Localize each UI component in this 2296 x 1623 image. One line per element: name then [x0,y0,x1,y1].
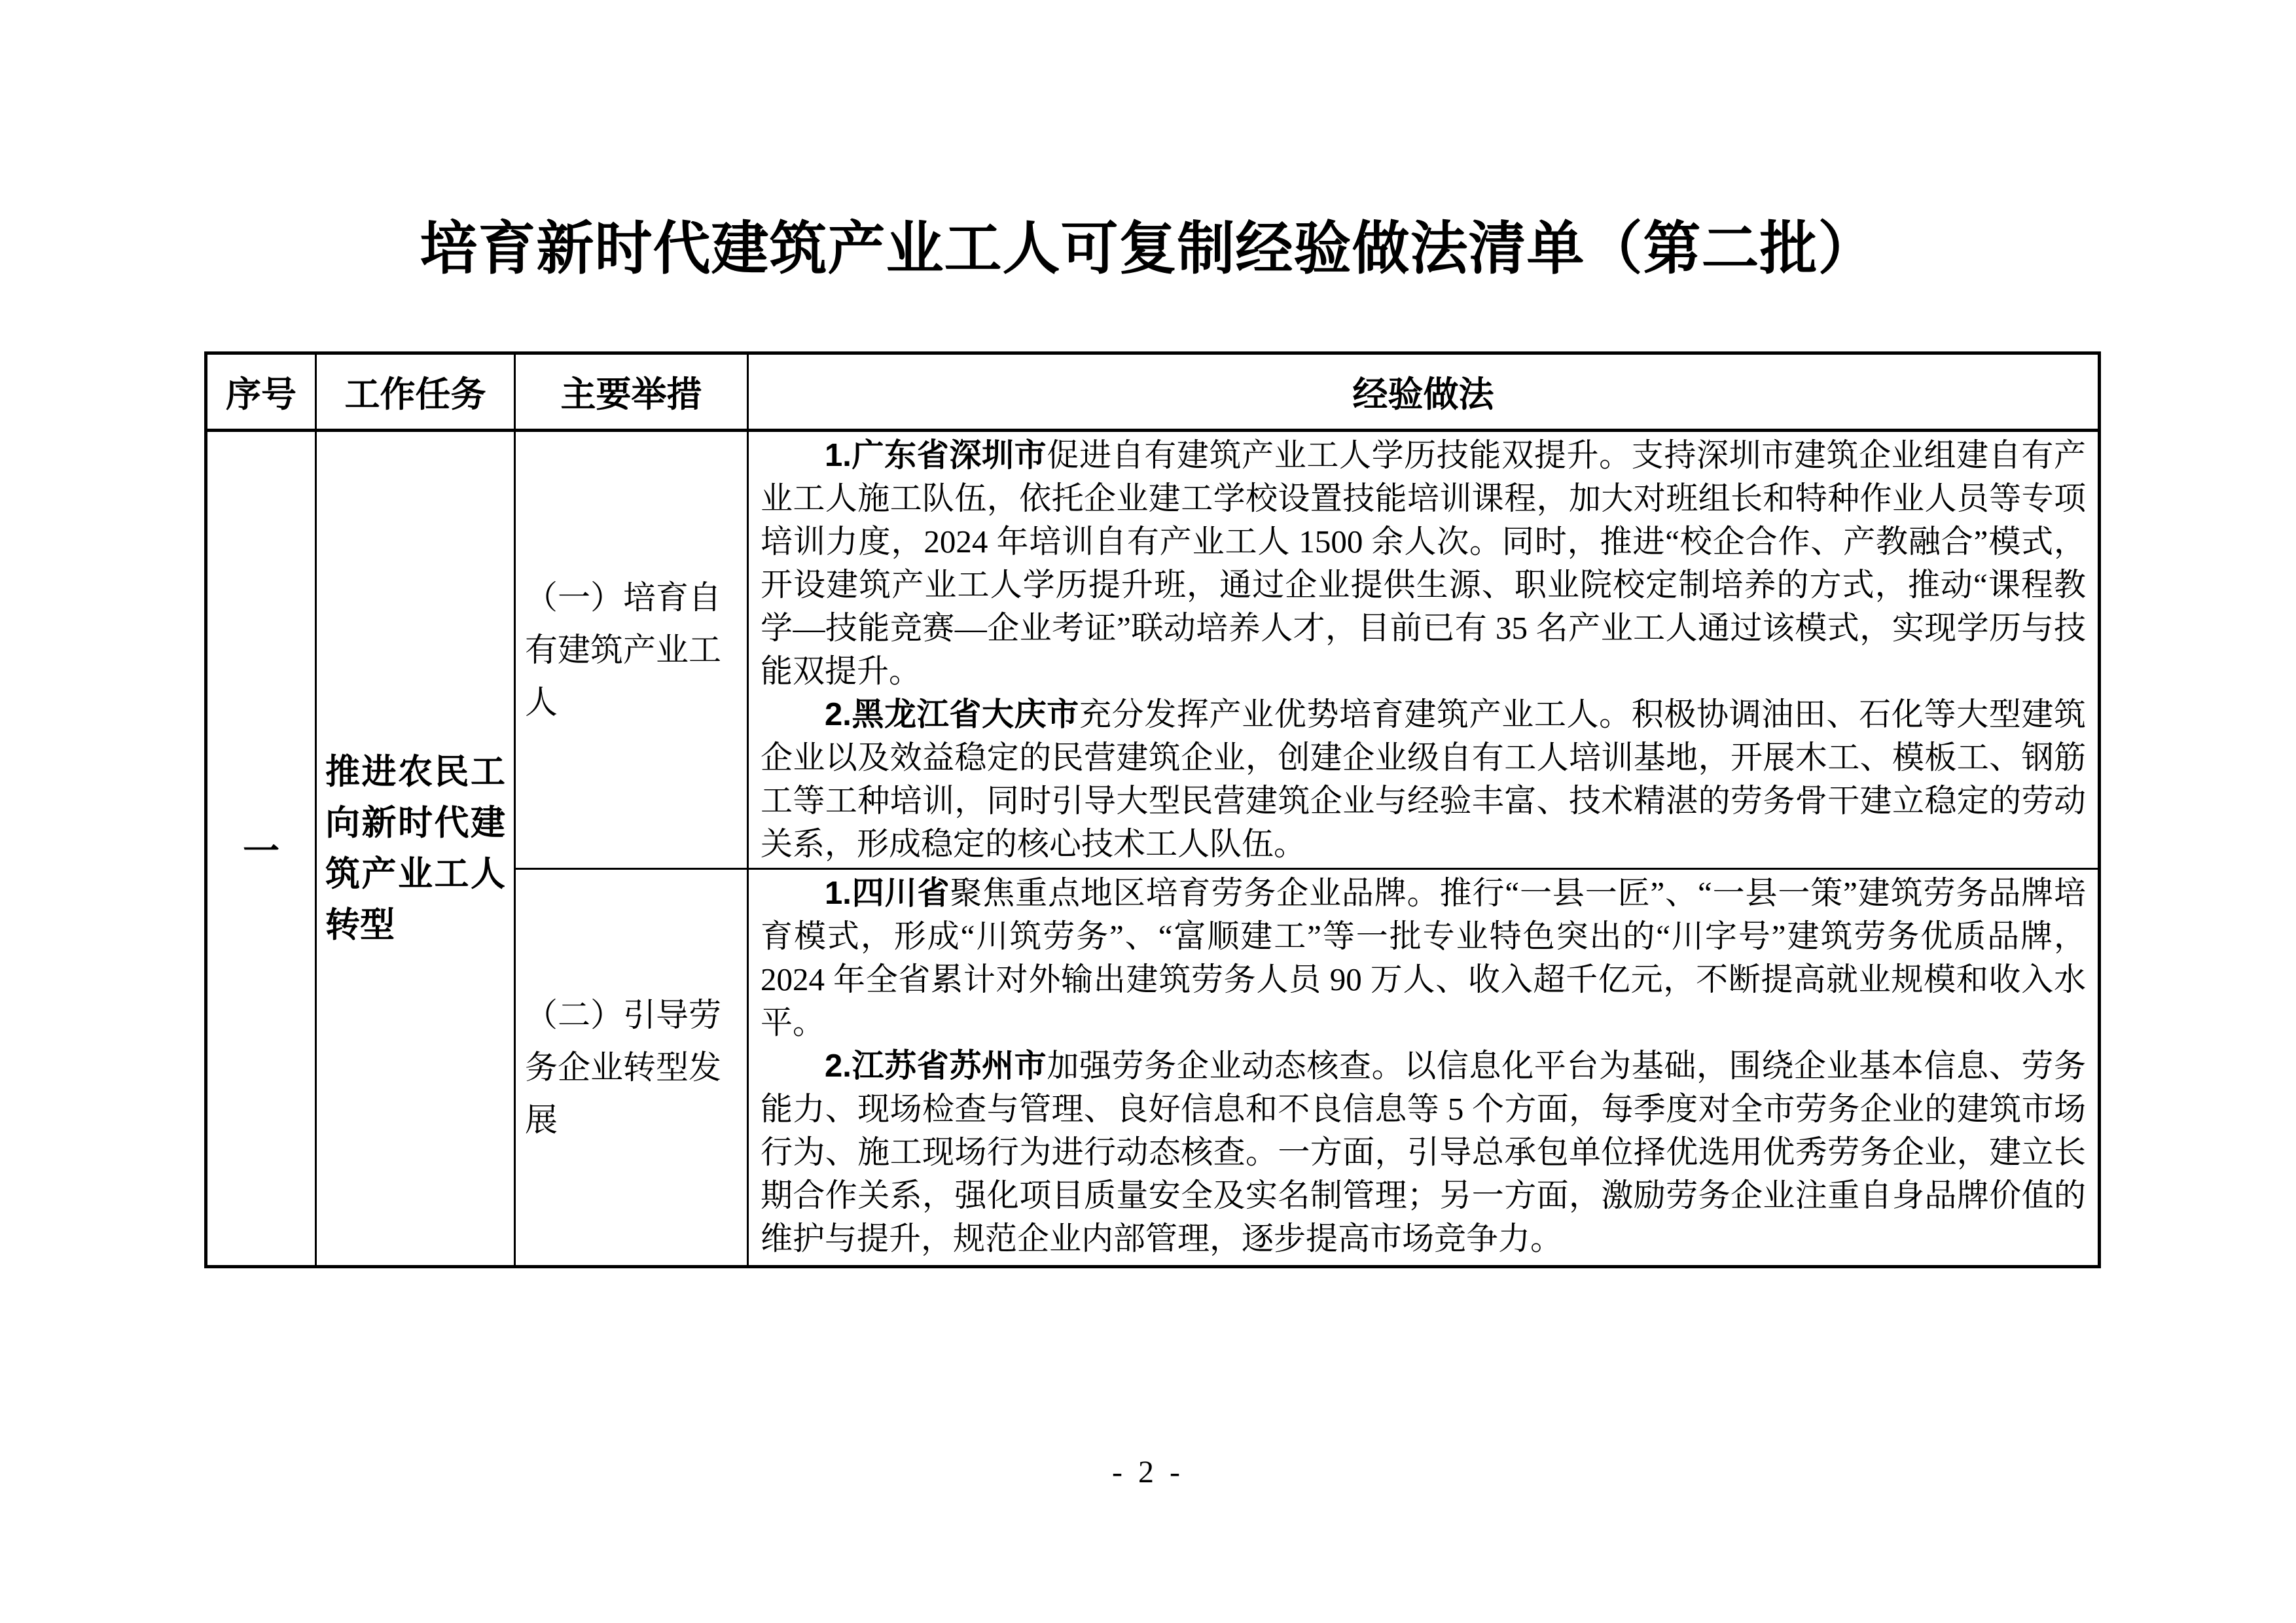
table-row [206,431,2100,869]
practice-cell-1 [748,431,2100,869]
measure-cell-2: （二）引导劳务企业转型发展 [515,869,748,1267]
header-practices: 经验做法 [748,353,2100,431]
practice-paragraph [761,872,2086,1044]
page-title: 培育新时代建筑产业工人可复制经验做法清单（第二批） [420,218,1876,281]
header-task: 工作任务 [316,353,515,431]
measure-cell-1: （一）培育自有建筑产业工人 [515,431,748,869]
task-cell: 推进农民工向新时代建筑产业工人转型 [316,431,515,1267]
practice-paragraph [761,693,2086,866]
practice-lead: 1.四川省 [825,876,950,911]
practice-lead: 2.黑龙江省大庆市 [825,697,1079,732]
practice-text: 聚焦重点地区培育劳务企业品牌。推行“一县一匠”、“一县一策”建筑劳务品牌培育模式，形成“川筑劳务”、“富顺建工”等一批专业特色突出的“川字号”建筑劳务优质品牌，2024 年全省累计对外输出建筑劳务人员 90 万人、收入超千亿元，不断提高就业规模和收入水平。 [761,875,2086,1041]
experience-table [204,351,2101,1268]
practice-text: 加强劳务企业动态核查。以信息化平台为基础，围绕企业基本信息、劳务能力、现场检查与管理、良好信息和不良信息等 5 个方面，每季度对全市劳务企业的建筑市场行为、施工现场行为进行动态核查。一方面，引导总承包单位择优选用优秀劳务企业，建立长期合作关系，强化项目质量安全及实名制管理；另一方面，激励劳务企业注重自身品牌价值的维护与提升，规范企业内部管理，逐步提高市场竞争力。 [761,1048,2086,1257]
page-number: - 2 - [1112,1455,1184,1489]
practice-cell-2 [748,869,2100,1267]
serial-cell: 一 [206,431,316,1267]
practice-text: 充分发挥产业优势培育建筑产业工人。积极协调油田、石化等大型建筑企业以及效益稳定的民营建筑企业，创建企业级自有工人培训基地，开展木工、模板工、钢筋工等工种培训，同时引导大型民营建筑企业与经验丰富、技术精湛的劳务骨干建立稳定的劳动关系，形成稳定的核心技术工人队伍。 [761,696,2086,862]
practice-lead: 1.广东省深圳市 [825,438,1047,473]
header-serial: 序号 [206,353,316,431]
practice-paragraph [761,434,2086,693]
practice-lead: 2.江苏省苏州市 [825,1048,1047,1084]
practice-paragraph [761,1044,2086,1260]
table-header-row [206,353,2100,431]
practice-text: 促进自有建筑产业工人学历技能双提升。支持深圳市建筑企业组建自有产业工人施工队伍，依托企业建工学校设置技能培训课程，加大对班组长和特种作业人员等专项培训力度，2024 年培训自有产业工人 1500 余人次。同时，推进“校企合作、产教融合”模式，开设建筑产业工人学历提升班，通过企业提供生源、职业院校定制培养的方式，推动“课程教学—技能竞赛—企业考证”联动培养人才，目前已有 35 名产业工人通过该模式，实现学历与技能双提升。 [761,437,2086,689]
header-measures: 主要举措 [515,353,748,431]
